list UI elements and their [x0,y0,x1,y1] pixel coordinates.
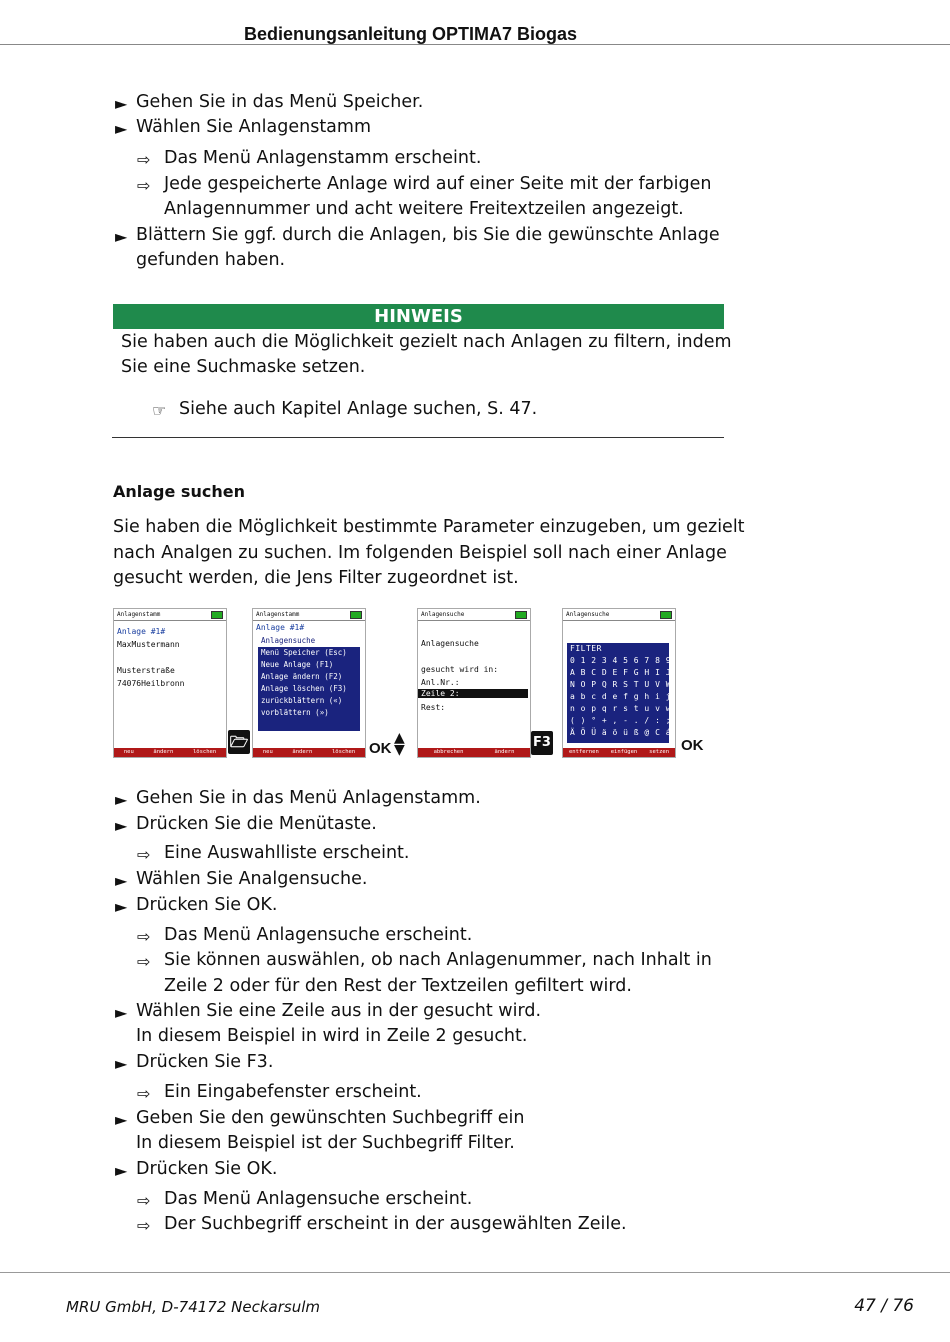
menu-item: Anlage ändern (F2) [261,672,343,681]
ok-key-label: OK [681,737,704,754]
softkey-label: ändern [153,749,174,755]
bullet-icon: ► [115,1003,128,1022]
softkey-label: abbrechen [433,749,464,755]
folder-key-icon: 🗁 [228,730,250,754]
keyboard-row: 0 1 2 3 4 5 6 7 8 9 ! # & [570,656,703,665]
result-arrow-icon: ⇨ [137,176,151,195]
softkey-label: setzen [649,749,670,755]
screen-title: Anlagensuche [421,611,465,618]
screen-line: Musterstraße [117,666,175,675]
selection-menu [258,635,360,731]
screen-line: gesucht wird in: [421,665,499,674]
softkey-label: löschen [331,749,356,755]
step-text: Wählen Sie Analgensuche. [136,869,368,889]
result-text: Das Menü Anlagensuche erscheint. [164,925,473,945]
step-text: Wählen Sie Anlagenstamm [136,117,371,137]
hinweis-reference: Siehe auch Kapitel Anlage suchen, S. 47. [179,399,538,419]
bullet-icon: ► [115,119,128,138]
step-text: Gehen Sie in das Menü Anlagenstamm. [136,788,481,808]
section-paragraph: Sie haben die Möglichkeit bestimmte Parameter einzugeben, um gezielt [113,517,745,537]
function-key-bar [418,748,530,757]
step-text: Drücken Sie OK. [136,895,278,915]
section-paragraph: nach Analgen zu suchen. Im folgenden Beispiel soll nach einer Anlage [113,543,727,563]
result-text: Das Menü Anlagenstamm erscheint. [164,148,482,168]
screen-title: Anlagenstamm [256,611,300,618]
filter-input-value: FILTER [570,644,602,653]
menu-item: zurückblättern («) [261,696,343,705]
step-text: Drücken Sie die Menütaste. [136,814,377,834]
bullet-icon: ► [115,871,128,890]
function-key-bar [114,748,226,757]
menu-item: Neue Anlage (F1) [261,660,334,669]
softkey-label: löschen [192,749,217,755]
softkey-label: einfügen [610,749,638,755]
section-title: Anlage suchen [113,482,245,501]
result-text: Zeile 2 oder für den Rest der Textzeilen gefiltert wird. [164,976,632,996]
hinweis-text: Sie eine Suchmaske setzen. [121,357,366,377]
result-arrow-icon: ⇨ [137,150,151,169]
device-screen-anlagensuche [417,608,531,758]
result-text: Sie können auswählen, ob nach Anlagenummer, nach Inhalt in [164,950,712,970]
menu-item: Anlage löschen (F3) [261,684,347,693]
step-text: gefunden haben. [136,250,286,270]
hinweis-banner: HINWEIS [113,304,724,329]
step-text: Blättern Sie ggf. durch die Anlagen, bis Sie die gewünschte Anlage [136,225,720,245]
result-arrow-icon: ⇨ [137,927,151,946]
bullet-icon: ► [115,816,128,835]
bullet-icon: ► [115,227,128,246]
bullet-icon: ► [115,790,128,809]
bullet-icon: ► [115,897,128,916]
screen-title: Anlagenstamm [117,611,161,618]
function-key-bar [563,748,675,757]
step-text: In diesem Beispiel in wird in Zeile 2 gesucht. [136,1026,528,1046]
result-text: Der Suchbegriff erscheint in der ausgewählten Zeile. [164,1214,627,1234]
menu-item: Menü Speicher (Esc) [261,648,347,657]
screen-title: Anlagensuche [566,611,610,618]
keyboard-row: A B C D E F G H I J K L M [570,668,703,677]
anlage-number: Anlage #1# [256,623,305,632]
result-text: Das Menü Anlagensuche erscheint. [164,1189,473,1209]
result-arrow-icon: ⇨ [137,1191,151,1210]
pointing-hand-icon: ☞ [152,401,167,420]
screen-line: Anl.Nr.: [421,678,460,687]
result-text: Eine Auswahlliste erscheint. [164,843,410,863]
softkey-label: ändern [494,749,515,755]
step-text: Wählen Sie eine Zeile aus in der gesucht wird. [136,1001,542,1021]
bullet-icon: ► [115,1054,128,1073]
step-text: Gehen Sie in das Menü Speicher. [136,92,424,112]
screen-line: Anlagensuche [421,639,479,648]
bullet-icon: ► [115,1110,128,1129]
f3-key-icon: F3 [531,731,553,755]
keyboard-row: ( ) ° + , - . / : ; = ? [570,716,693,725]
result-text: Anlagennummer und acht weitere Freitextzeilen angezeigt. [164,199,684,219]
input-keyboard [567,643,703,743]
anlage-number: Anlage #1# [117,627,166,636]
battery-icon [660,611,672,619]
step-text: Geben Sie den gewünschten Suchbegriff ein [136,1108,525,1128]
result-arrow-icon: ⇨ [137,952,151,971]
up-down-arrows-icon: ▲ ▼ [394,730,405,758]
hinweis-rule [112,437,724,438]
step-text: In diesem Beispiel ist der Suchbegriff Filter. [136,1133,515,1153]
result-text: Jede gespeicherte Anlage wird auf einer Seite mit der farbigen [164,174,712,194]
page-number: 47 / 76 [854,1296,914,1316]
battery-icon [350,611,362,619]
keyboard-row: a b c d e f g h i j k l m [570,692,703,701]
footer-rule [0,1272,950,1273]
screen-line-selected: Zeile 2: [418,689,528,698]
keyboard-row: Ä Ö Ü ä ö ü ß @ C á à é è [570,728,703,737]
battery-icon [515,611,527,619]
bullet-icon: ► [115,94,128,113]
step-text: Drücken Sie OK. [136,1159,278,1179]
step-text: Drücken Sie F3. [136,1052,274,1072]
result-arrow-icon: ⇨ [137,845,151,864]
menu-item-selected: Anlagensuche [258,635,360,647]
keyboard-row: n o p q r s t u v w x y z [570,704,703,713]
screen-line: MaxMustermann [117,640,180,649]
softkey-label: entfernen [568,749,599,755]
function-key-bar [253,748,365,757]
section-paragraph: gesucht werden, die Jens Filter zugeordnet ist. [113,568,519,588]
screen-line: 74076Heilbronn [117,679,185,688]
hinweis-text: Sie haben auch die Möglichkeit gezielt nach Anlagen zu filtern, indem [121,332,732,352]
footer-company: MRU GmbH, D-74172 Neckarsulm [66,1298,320,1316]
result-text: Ein Eingabefenster erscheint. [164,1082,422,1102]
header-rule [0,44,950,45]
result-arrow-icon: ⇨ [137,1084,151,1103]
page-header-title: Bedienungsanleitung OPTIMA7 Biogas [244,24,578,44]
result-arrow-icon: ⇨ [137,1216,151,1235]
softkey-label: neu [262,749,273,755]
device-screen-anlagenstamm [113,608,227,758]
softkey-label: neu [123,749,134,755]
keyboard-row: N O P Q R S T U V W X Y Z [570,680,703,689]
menu-item: vorblättern (») [261,708,329,717]
bullet-icon: ► [115,1161,128,1180]
screen-line: Rest: [421,703,446,712]
softkey-label: ändern [292,749,313,755]
battery-icon [211,611,223,619]
ok-key-label: OK [369,740,392,757]
device-screen-menu [252,608,366,758]
